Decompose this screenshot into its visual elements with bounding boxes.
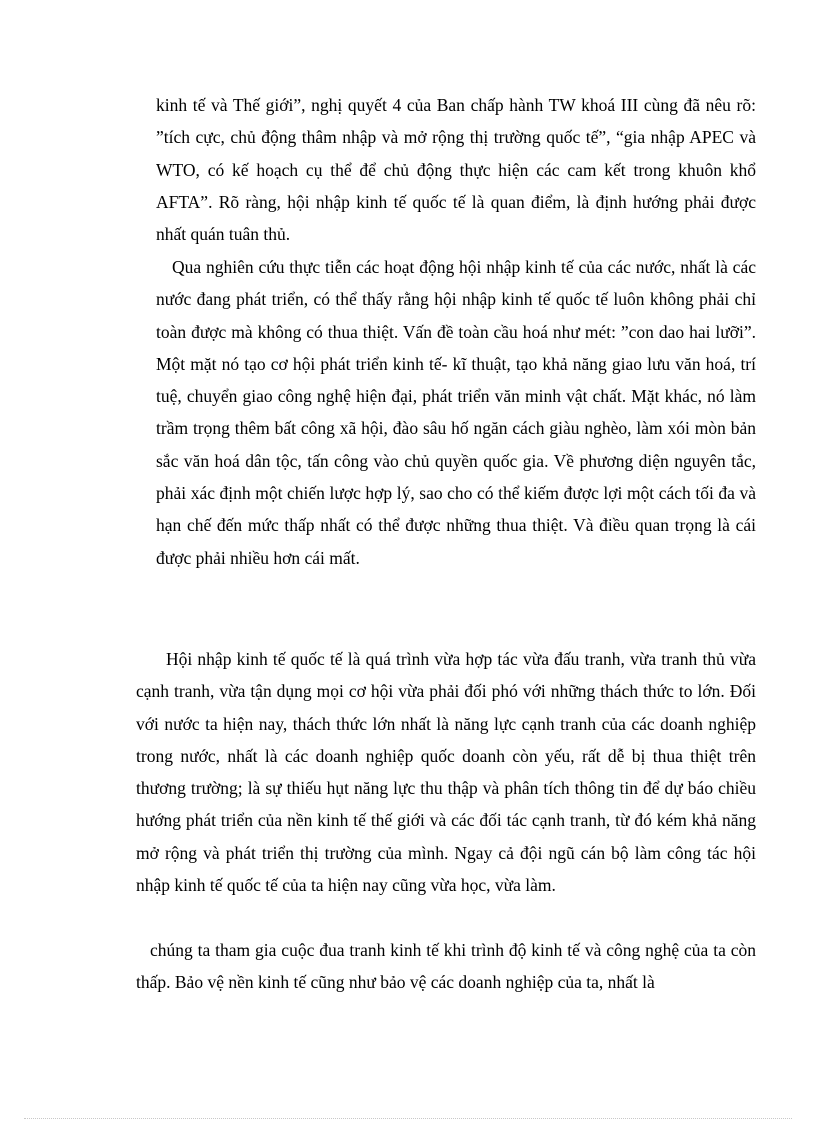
page-bottom-divider	[24, 1118, 792, 1119]
paragraph-1: kinh tế và Thế giới”, nghị quyết 4 của Ban chấp hành TW khoá III cùng đã nêu rõ: ”tích cực, chủ động thâm nhập và mở rộng thị trường quốc tế”, “gia nhập APEC và WTO, có kế hoạch cụ thể để chủ động thực hiện các cam kết trong khuôn khổ AFTA”. Rõ ràng, hội nhập kinh tế quốc tế là quan điểm, là định hướng phải được nhất quán tuân thủ.	[156, 95, 756, 245]
paragraph-3: Hội nhập kinh tế quốc tế là quá trình vừa hợp tác vừa đấu tranh, vừa tranh thủ vừa cạnh tranh, vừa tận dụng mọi cơ hội vừa phải đối phó với những thách thức to lớn. Đối với nước ta hiện nay, thách thức lớn nhất là năng lực cạnh tranh của các doanh nghiệp trong nước, nhất là các doanh nghiệp quốc doanh còn yếu, rất dễ bị thua thiệt trên thương trường; là sự thiếu hụt năng lực thu thập và phân tích thông tin để dự báo chiều hướng phát triển của nền kinh tế thế giới và các đối tác cạnh tranh, từ đó kém khả năng mở rộng và phát triển thị trường của mình. Ngay cả đội ngũ cán bộ làm công tác hội nhập kinh tế quốc tế của ta hiện nay cũng vừa học, vừa làm.	[136, 649, 756, 896]
paragraph-4: chúng ta tham gia cuộc đua tranh kinh tế khi trình độ kinh tế và công nghệ của ta còn thấp. Bảo vệ nền kinh tế cũng như bảo vệ các doanh nghiệp của ta, nhất là	[136, 940, 756, 993]
paragraph-2: Qua nghiên cứu thực tiễn các hoạt động hội nhập kinh tế của các nước, nhất là các nước đang phát triển, có thể thấy rằng hội nhập kinh tế quốc tế luôn không phải chỉ toàn được mà không có thua thiệt. Vấn đề toàn cầu hoá như mét: ”con dao hai lưỡi”. Một mặt nó tạo cơ hội phát triển kinh tế- kĩ thuật, tạo khả năng giao lưu văn hoá, trí tuệ, chuyển giao công nghệ hiện đại, phát triển văn minh vật chất. Mặt khác, nó làm trầm trọng thêm bất công xã hội, đào sâu hố ngăn cách giàu nghèo, làm xói mòn bản sắc văn hoá dân tộc, tấn công vào chủ quyền quốc gia. Về phương diện nguyên tắc, phải xác định một chiến lược hợp lý, sao cho có thể kiếm được lợi một cách tối đa và hạn chế đến mức thấp nhất có thể được những thua thiệt. Và điều quan trọng là cái được phải nhiều hơn cái mất.	[156, 257, 756, 568]
